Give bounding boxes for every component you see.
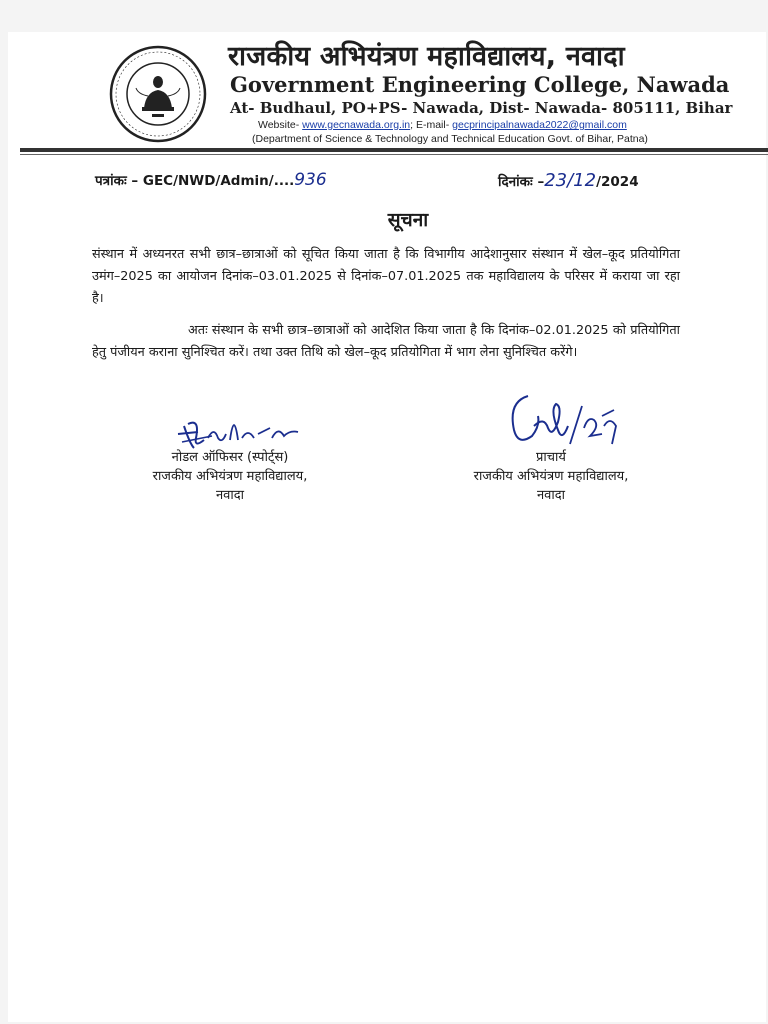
college-name-english: Government Engineering College, Nawada bbox=[230, 72, 730, 97]
contact-line bbox=[258, 119, 627, 131]
date-label: दिनांकः – bbox=[498, 174, 545, 190]
nodal-officer-institution: राजकीय अभियंत्रण महाविद्यालय, bbox=[152, 469, 308, 484]
nodal-officer-signature bbox=[172, 404, 312, 452]
website-link[interactable]: www.gecnawada.org.in bbox=[302, 119, 411, 131]
notice-paragraph-2: अतः संस्थान के सभी छात्र–छात्राओं को आदेशित किया जाता है कि दिनांक–02.01.2025 को प्रतियोगिता हेतु पंजीयन कराना सुनिश्चित करें। तथा उक्त तिथि को खेल–कूद प्रतियोगिता में भाग लेना सुनिश्चित करेंगे। bbox=[92, 323, 680, 360]
notice-title-text: सूचना bbox=[387, 209, 429, 231]
website-label: Website- bbox=[258, 119, 303, 131]
principal-institution: राजकीय अभियंत्रण महाविद्यालय, bbox=[473, 469, 629, 484]
nodal-officer-designation: नोडल ऑफिसर (स्पोर्ट्स) bbox=[171, 450, 289, 465]
college-name-hindi: राजकीय अभियंत्रण महाविद्यालय, नवादा bbox=[228, 41, 625, 72]
principal-place: नवादा bbox=[536, 488, 566, 503]
header-divider-thin bbox=[20, 154, 768, 155]
college-seal-logo bbox=[108, 44, 208, 144]
reference-number bbox=[95, 170, 327, 190]
notice-date bbox=[498, 170, 639, 191]
email-link[interactable]: gecprincipalnawada2022@gmail.com bbox=[452, 119, 627, 131]
date-year: /2024 bbox=[596, 174, 639, 190]
college-address: At- Budhaul, PO+PS- Nawada, Dist- Nawada- 805111, Bihar bbox=[230, 99, 733, 117]
nodal-officer-place: नवादा bbox=[215, 488, 245, 503]
principal-signature-block bbox=[440, 448, 662, 505]
department-line: (Department of Science & Technology and Technical Education Govt. of Bihar, Patna) bbox=[252, 133, 648, 145]
date-handwritten: 23/12 bbox=[544, 170, 597, 191]
email-label: ; E-mail- bbox=[410, 119, 453, 131]
header-divider-thick bbox=[20, 148, 768, 152]
reference-handwritten-number: 936 bbox=[294, 170, 327, 190]
nodal-officer-signature-block bbox=[110, 448, 350, 505]
principal-designation: प्राचार्य bbox=[536, 450, 566, 465]
notice-title bbox=[0, 206, 768, 232]
reference-label: पत्रांकः – GEC/NWD/Admin/ bbox=[95, 173, 274, 189]
notice-paragraph-1: संस्थान में अध्यनरत सभी छात्र–छात्राओं को सूचित किया जाता है कि विभागीय आदेशानुसार संस्थान में खेल–कूद प्रतियोगिता उमंग–2025 का आयोजन दिनांक–03.01.2025 से दिनांक–07.01.2025 तक महाविद्यालय के परिसर में कराया जा रहा है। bbox=[92, 247, 680, 306]
reference-dots: .... bbox=[273, 173, 295, 189]
